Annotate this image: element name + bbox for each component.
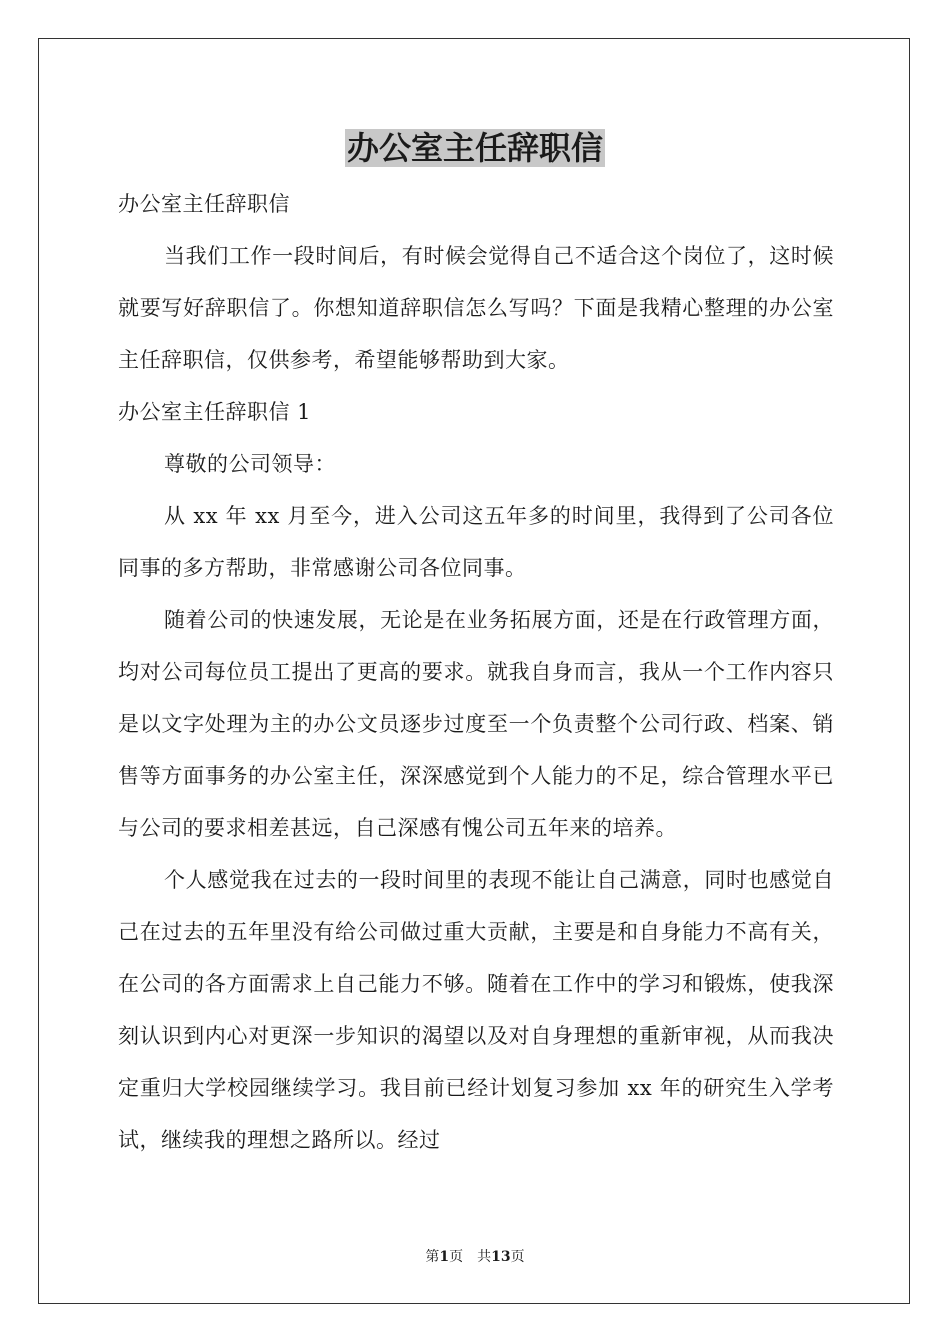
page-prefix: 第 — [425, 1249, 440, 1265]
total-suffix: 页 — [510, 1249, 525, 1265]
letter-paragraph-2: 随着公司的快速发展，无论是在业务拓展方面，还是在行政管理方面，均对公司每位员工提出了更高的要求。就我自身而言，我从一个工作内容只是以文字处理为主的办公文员逐步过度至一个负责整个公司行政、档案、销售等方面事务的办公室主任，深深感觉到个人能力的不足，综合管理水平已与公司的要求相差甚远，自己深感有愧公司五年来的培养。 — [118, 608, 834, 840]
total-prefix: 共 — [477, 1249, 492, 1265]
document-subtitle: 办公室主任辞职信 — [118, 192, 290, 216]
document-title-text: 办公室主任辞职信 — [346, 129, 603, 167]
document-body — [118, 178, 834, 1166]
letter-paragraph-3: 个人感觉我在过去的一段时间里的表现不能让自己满意，同时也感觉自己在过去的五年里没有给公司做过重大贡献，主要是和自身能力不高有关，在公司的各方面需求上自己能力不够。随着在工作中的学习和锻炼，使我深刻认识到内心对更深一步知识的渴望以及对自身理想的重新审视，从而我决定重归大学校园继续学习。我目前已经计划复习参加 xx 年的研究生入学考试，继续我的理想之路所以。经过 — [118, 868, 834, 1152]
page-total: 13 — [491, 1249, 511, 1265]
document-title — [0, 126, 950, 170]
page-current: 1 — [439, 1249, 450, 1265]
section-heading: 办公室主任辞职信 1 — [118, 400, 312, 424]
page-suffix: 页 — [449, 1249, 464, 1265]
page-footer — [0, 1247, 950, 1267]
letter-paragraph-1: 从 xx 年 xx 月至今，进入公司这五年多的时间里，我得到了公司各位同事的多方帮助，非常感谢公司各位同事。 — [118, 504, 834, 580]
intro-paragraph: 当我们工作一段时间后，有时候会觉得自己不适合这个岗位了，这时候就要写好辞职信了。你想知道辞职信怎么写吗？下面是我精心整理的办公室主任辞职信，仅供参考，希望能够帮助到大家。 — [118, 244, 834, 372]
letter-salutation: 尊敬的公司领导： — [164, 452, 336, 476]
